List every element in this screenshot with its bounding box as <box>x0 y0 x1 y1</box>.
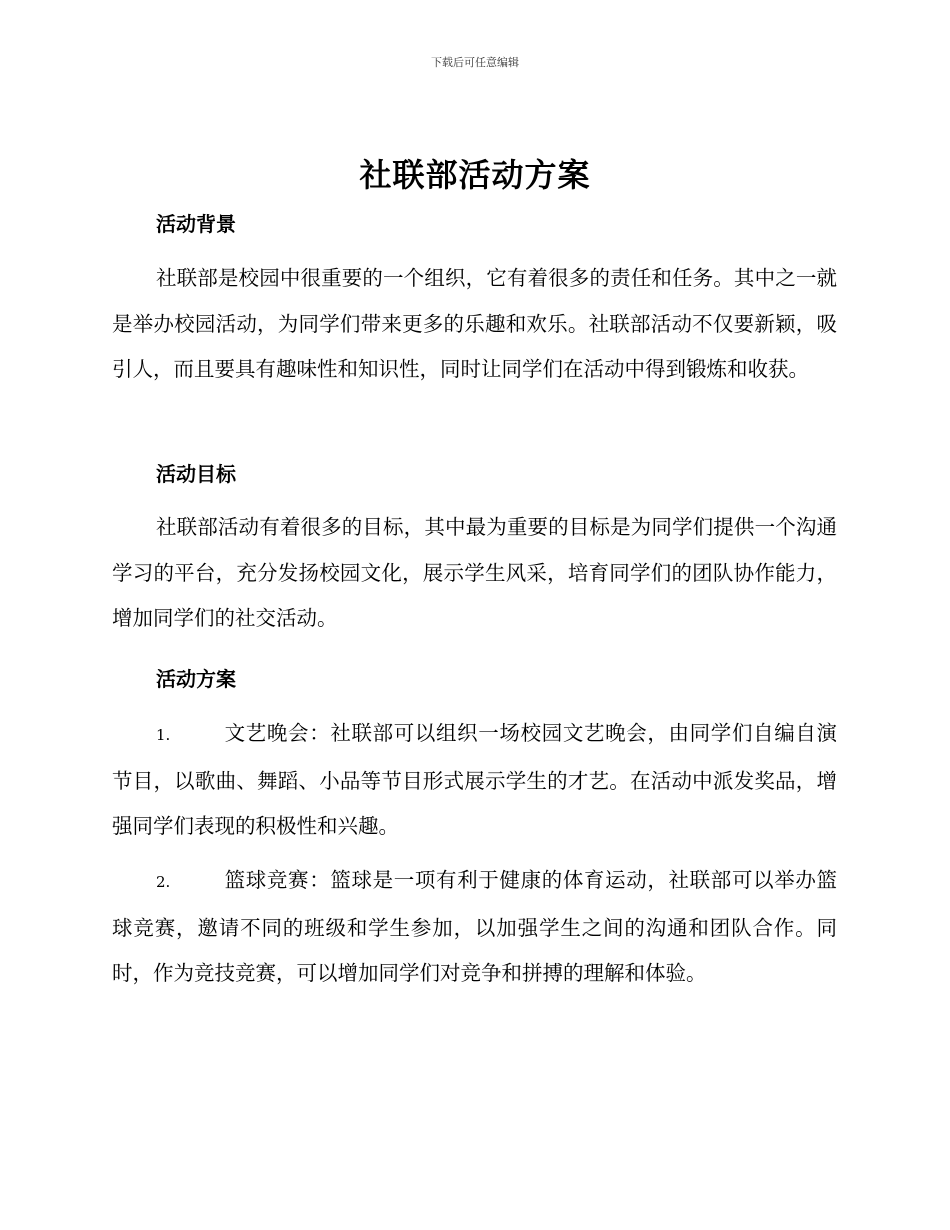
list-item-number: 1. <box>156 726 171 744</box>
paragraph-goals: 社联部活动有着很多的目标，其中最为重要的目标是为同学们提供一个沟通学习的平台，充分发扬校园文化，展示学生风采，培育同学们的团队协作能力，增加同学们的社交活动。 <box>112 515 837 630</box>
list-item-text: 文艺晚会：社联部可以组织一场校园文艺晚会，由同学们自编自演节目，以歌曲、舞蹈、小品等节目形式展示学生的才艺。在活动中派发奖品，增强同学们表现的积极性和兴趣。 <box>112 721 837 838</box>
list-item-number: 2. <box>156 873 171 891</box>
list-item <box>112 858 837 997</box>
list-item-text: 篮球竞赛：篮球是一项有利于健康的体育运动，社联部可以举办篮球竞赛，邀请不同的班级和学生参加，以加强学生之间的沟通和团队合作。同时，作为竞技竞赛，可以增加同学们对竞争和拼搏的理解和体验。 <box>112 868 837 985</box>
list-item <box>112 711 837 850</box>
section-heading-goals: 活动目标 <box>156 462 236 486</box>
document-title: 社联部活动方案 <box>359 156 591 194</box>
section-heading-background: 活动背景 <box>156 212 236 236</box>
section-heading-plan: 活动方案 <box>156 667 236 691</box>
header-note: 下载后可任意编辑 <box>431 56 519 69</box>
paragraph-background: 社联部是校园中很重要的一个组织，它有着很多的责任和任务。其中之一就是举办校园活动，为同学们带来更多的乐趣和欢乐。社联部活动不仅要新颖，吸引人，而且要具有趣味性和知识性，同时让同学们在活动中得到锻炼和收获。 <box>112 266 837 381</box>
